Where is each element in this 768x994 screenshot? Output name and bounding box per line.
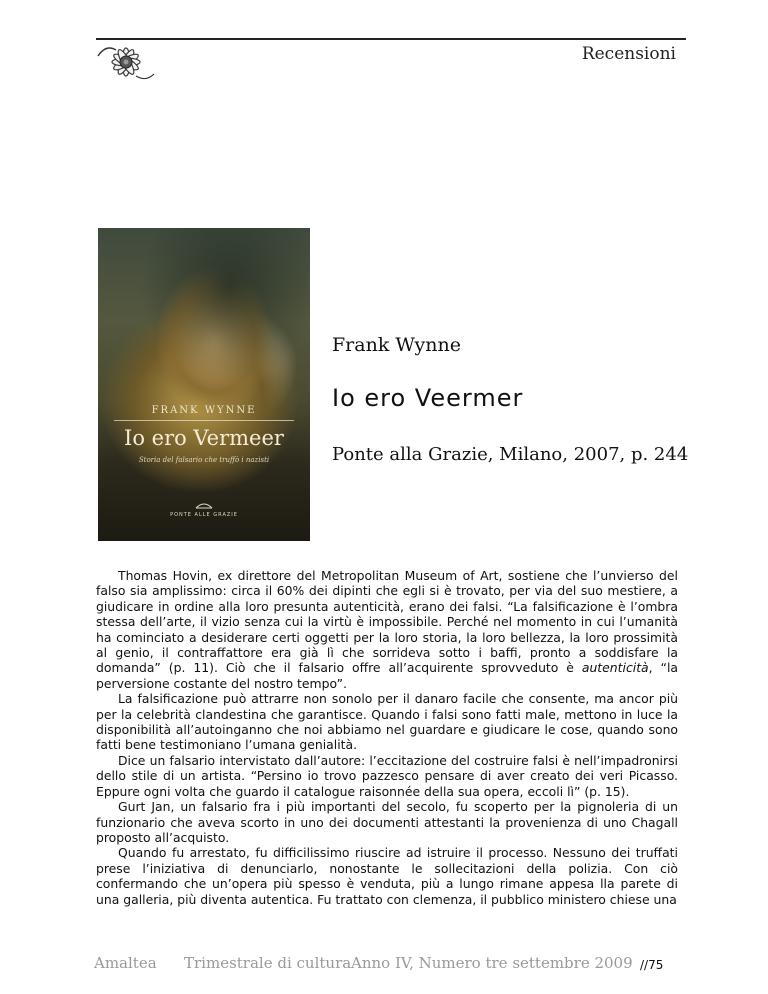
book-publication: Ponte alla Grazie, Milano, 2007, p. 244 [332,444,689,465]
book-title: Io ero Veermer [332,384,524,412]
page-number: //75 [640,958,664,972]
footer-kind: Trimestrale di cultura [184,954,352,972]
cover-subtitle: Storia del falsario che truffò i nazisti [138,456,270,464]
cover-title: Io ero Vermeer [124,426,284,450]
book-author: Frank Wynne [332,334,461,356]
header-rule [96,38,686,40]
cover-rule [114,420,294,421]
paragraph: La falsificazione può attrarre non sonolo per il danaro facile che consente, ma ancor più per la celebrità clandestina che garantisce. Quando i falsi sono fatti male, mettono in luce la disponibilità all’autoinganno che noi abbiamo nel guardare e giudicare le cose, quando sono fatti bene testimoniano l’umana genialità. [96,691,678,753]
review-body [96,568,678,907]
paragraph: Dice un falsario intervistato dall’autore: l’eccitazione del costruire falsi è nell’impadronirsi dello stile di un artista. “Persino io trovo pazzesco pensare di aver creato dei veri Picasso. Eppure ogni volta che guardo il catalogue raisonnée della sua opera, eccoli lì” (p. 15). [96,752,678,799]
footer-issue: Anno IV, Numero tre settembre 2009 [351,954,633,972]
paragraph: Gurt Jan, un falsario fra i più importanti del secolo, fu scoperto per la pignoleria di un funzionario che aveva scorto in uno dei documenti attestanti la provenienza di uno Chagall proposto all’acquisto. [96,799,678,845]
footer-journal: Amaltea [94,954,157,972]
cover-author: FRANK WYNNE [151,405,257,416]
emphasis: autenticità [581,660,649,676]
paragraph: Quando fu arrestato, fu difficilissimo riuscire ad istruire il processo. Nessuno dei truffati prese l’iniziativa di denunciarlo, nonostante le sollecitazioni della polizia. Con ciò confermando che un’opera più spesso è venduta, più a lungo rimane appesa lla parete di una galleria, più diventa autentica. Fu trattato con clemenza, il pubblico ministero chiese una [96,845,678,907]
daisy-flower-logo [92,36,160,86]
section-label: Recensioni [581,44,676,64]
book-cover-image [98,228,310,541]
paragraph: Thomas Hovin, ex direttore del Metropolitan Museum of Art, sostiene che l’unvierso del falso sia amplissimo: circa il 60% dei dipinti che egli si è trovato, per via del suo mestiere, a giudicare in ordine alla loro presunta autenticità, erano dei falsi. “La falsificazione è l’ombra stessa dell’arte, il vizio senza cui la virtù è impossibile. Perché nel momento in cui l’umanità ha cominciato a desiderare certi oggetti per la loro storia, la loro bellezza, la loro prossimità al genio, il contraffattore era già lì che sorrideva sotto i baffi, pronto a soddisfare la domanda” (p. 11). Ciò che il falsario offre all’acquirente sprovveduto è autenticità, “la perversione costante del nostro tempo”. [96,568,678,691]
publisher-bridge-icon [195,500,213,509]
cover-publisher: PONTE ALLE GRAZIE [170,512,238,518]
